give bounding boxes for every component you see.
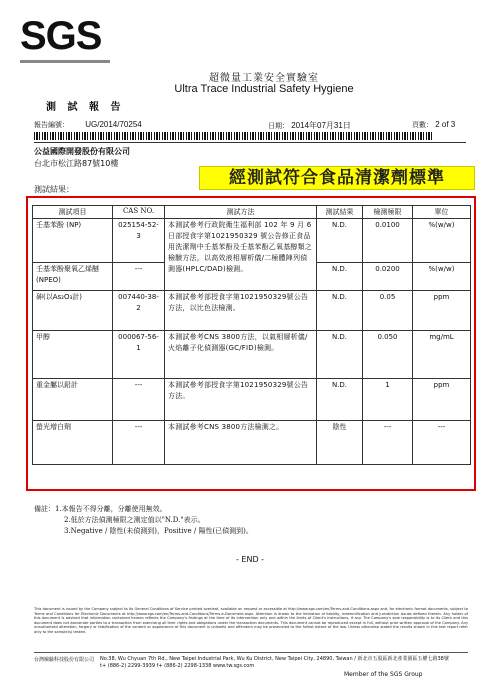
results-table bbox=[32, 205, 471, 465]
table-row bbox=[33, 219, 471, 263]
cell-limit: 0.0200 bbox=[363, 263, 413, 291]
header-rule bbox=[34, 142, 466, 143]
footer-rule bbox=[34, 652, 468, 653]
report-date-value: 2014年07月31日 bbox=[291, 121, 351, 130]
cell-cas: 000067-56-1 bbox=[113, 331, 165, 379]
notes-label: 備註： bbox=[34, 505, 55, 513]
footer-address-line: No.38, Wu Chyuan 7th Rd., New Taipei Industrial Park, Wu Ku District, New Taipei City, 24890, Taiwan / 新北市五股區新北產業園區五權七路38號 bbox=[100, 656, 449, 662]
cell-limit: 1 bbox=[363, 379, 413, 421]
col-header-item: 測試項目 bbox=[33, 206, 113, 219]
footer-brand: 台灣檢驗科技股份有限公司 bbox=[34, 657, 95, 663]
col-header-unit: 單位 bbox=[413, 206, 471, 219]
footer-contact-line: t+ (886-2) 2299-3939 f+ (886-2) 2298-1338 www.tw.sgs.com bbox=[100, 663, 255, 669]
cell-limit: --- bbox=[363, 421, 413, 465]
cell-method: 本測試參考CNS 3800方法檢測之。 bbox=[165, 421, 317, 465]
table-row bbox=[33, 331, 471, 379]
end-marker: - END - bbox=[235, 555, 265, 564]
cell-unit: ppm bbox=[413, 291, 471, 331]
cell-limit: 0.0100 bbox=[363, 219, 413, 263]
client-address: 台北市松江路87號10樓 bbox=[34, 159, 119, 168]
cell-cas: 025154-52-3 bbox=[113, 219, 165, 263]
note-1-text: 1.本報告不得分離，分離使用無效。 bbox=[55, 505, 167, 513]
footer-address bbox=[100, 656, 470, 670]
cell-method: 本測試參考行政院衛生福利部 102 年 9 月 6 日部授食字第1021950329 號公告修正食品用洗潔劑中壬基苯酚及壬基苯酚乙氧基醇類之檢驗方法，以高效液相層析儀/二極體陣列偵測器(HPLC/DAD)檢測。 bbox=[165, 219, 317, 291]
cell-result: N.D. bbox=[317, 379, 363, 421]
member-of-sgs-group: Member of the SGS Group bbox=[344, 671, 423, 678]
cell-cas: 007440-38-2 bbox=[113, 291, 165, 331]
report-number bbox=[34, 120, 142, 130]
legal-disclaimer: This document is issued by the Company subject to its General Conditions of Service printed overleaf, available on request or accessible at http://www.sgs.com/en/Terms-and-Conditions.aspx and, for electronic format documents, subject to Terms and Conditions for Electronic Documents at http://www.sgs.com/en/Terms-and-Conditions/Terms-e-Document.aspx. Attention is drawn to the limitation of liability, indemnification and jurisdiction issues defined therein. Any holder of this document is advised that information contained hereon reflects the Company's findings at the time of its intervention only and within the limits of Client's instructions, if any. The Company's sole responsibility is to its Client and this document does not exonerate parties to a transaction from exercising all their rights and obligations under the transaction documents. This document cannot be reproduced except in full, without prior written approval of the Company. Any unauthorized alteration, forgery or falsification of the content or appearance of this document is unlawful and offenders may be prosecuted to the fullest extent of the law. Unless otherwise stated the results shown in this test report refer only to the sample(s) tested. bbox=[34, 607, 468, 634]
cell-result: N.D. bbox=[317, 291, 363, 331]
notes bbox=[34, 504, 253, 537]
col-header-result: 測試結果 bbox=[317, 206, 363, 219]
report-number-label: 報告編號： bbox=[34, 121, 69, 129]
cell-item: 壬基苯酚聚氧乙烯醚 (NPEO) bbox=[33, 263, 113, 291]
table-header-row bbox=[33, 206, 471, 219]
cell-method: 本測試參考部授食字第1021950329號公告方法。 bbox=[165, 379, 317, 421]
cell-method: 本測試參考CNS 3800方法，以氣相層析儀/火焰離子化偵測器(GC/FID)檢測。 bbox=[165, 331, 317, 379]
col-header-method: 測試方法 bbox=[165, 206, 317, 219]
cell-result: N.D. bbox=[317, 331, 363, 379]
report-title: 測 試 報 告 bbox=[46, 102, 125, 113]
note-1 bbox=[34, 504, 253, 515]
page-number-label: 頁數： bbox=[412, 121, 433, 129]
cell-unit: %(w/w) bbox=[413, 263, 471, 291]
cell-item: 砷(以As₂O₃計) bbox=[33, 291, 113, 331]
sgs-logo: SGS bbox=[20, 14, 102, 58]
cell-item: 甲醇 bbox=[33, 331, 113, 379]
report-date-label: 日期： bbox=[268, 122, 289, 130]
cell-cas: --- bbox=[113, 263, 165, 291]
lab-name-en: Ultra Trace Industrial Safety Hygiene bbox=[174, 83, 354, 95]
cell-result: N.D. bbox=[317, 263, 363, 291]
cell-unit: %(w/w) bbox=[413, 219, 471, 263]
table-row bbox=[33, 291, 471, 331]
logo-stripe bbox=[20, 60, 110, 63]
lab-name-zh: 超微量工業安全實驗室 bbox=[209, 73, 319, 84]
barcode bbox=[34, 132, 434, 140]
cell-item: 壬基苯酚 (NP) bbox=[33, 219, 113, 263]
table-row bbox=[33, 421, 471, 465]
note-2: 2.低於方法偵測極限之測定值以"N.D."表示。 bbox=[64, 516, 205, 524]
result-label: 測試結果： bbox=[34, 185, 74, 194]
cell-cas: --- bbox=[113, 379, 165, 421]
cell-limit: 0.050 bbox=[363, 331, 413, 379]
cell-unit: mg/mL bbox=[413, 331, 471, 379]
table-row bbox=[33, 379, 471, 421]
report-number-value: UG/2014/70254 bbox=[85, 120, 142, 129]
cell-method: 本測試參考部授食字第1021950329號公告方法，以比色法檢測。 bbox=[165, 291, 317, 331]
col-header-limit: 檢測極限 bbox=[363, 206, 413, 219]
client-company: 公益國際開發股份有限公司 bbox=[34, 147, 130, 156]
cell-cas: --- bbox=[113, 421, 165, 465]
cell-unit: ppm bbox=[413, 379, 471, 421]
cell-result: 陰性 bbox=[317, 421, 363, 465]
cell-item: 重金屬以鉛計 bbox=[33, 379, 113, 421]
col-header-cas: CAS NO. bbox=[113, 206, 165, 219]
page-number bbox=[412, 120, 455, 130]
note-3: 3.Negative / 陰性(未偵測到)，Positive / 陽性(已偵測到)。 bbox=[64, 527, 253, 535]
cell-unit: --- bbox=[413, 421, 471, 465]
page-number-value: 2 of 3 bbox=[435, 120, 456, 129]
cell-result: N.D. bbox=[317, 219, 363, 263]
cell-limit: 0.05 bbox=[363, 291, 413, 331]
report-date bbox=[268, 120, 351, 131]
cell-item: 螢光增白劑 bbox=[33, 421, 113, 465]
compliance-banner: 經測試符合食品清潔劑標準 bbox=[199, 166, 475, 190]
